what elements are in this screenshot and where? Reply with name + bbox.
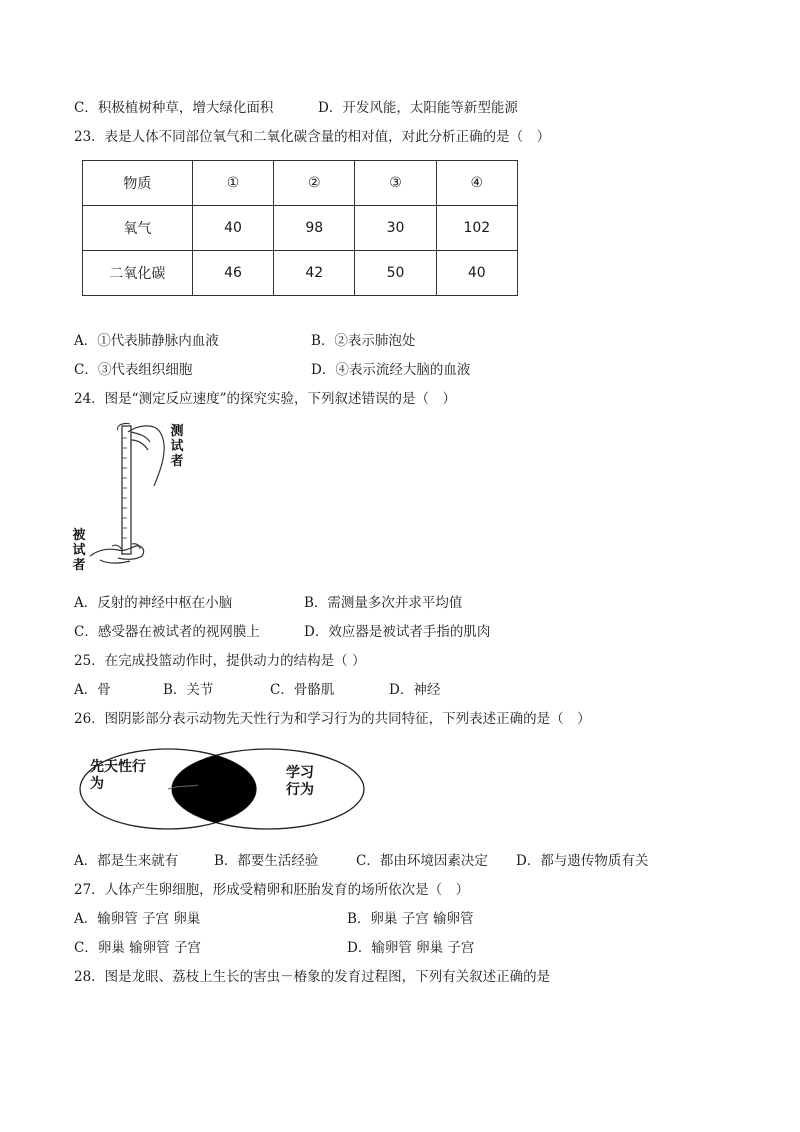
venn-label-innate bbox=[90, 759, 148, 793]
innate-label-text: 先天性行为 bbox=[90, 759, 146, 792]
q27-option-d[interactable]: D．输卵管 卵巢 子宫 bbox=[347, 940, 475, 956]
q23-option-c[interactable]: C．③代表组织细胞 bbox=[74, 362, 193, 378]
ruler-drawing bbox=[70, 418, 220, 578]
q26-option-b[interactable]: B．都要生活经验 bbox=[214, 853, 319, 869]
q24-option-c[interactable]: C．感受器在被试者的视网膜上 bbox=[74, 624, 260, 640]
q25-option-b[interactable]: B．关节 bbox=[163, 682, 214, 698]
q25-option-a[interactable]: A．骨 bbox=[74, 682, 111, 698]
q27-option-a[interactable]: A．输卵管 子宫 卵巢 bbox=[74, 911, 201, 927]
q25-option-d[interactable]: D．神经 bbox=[389, 682, 441, 698]
q24-option-b[interactable]: B．需测量多次并求平均值 bbox=[304, 595, 463, 611]
q26-option-c[interactable]: C．都由环境因素决定 bbox=[356, 853, 488, 869]
q24-option-d[interactable]: D．效应器是被试者手指的肌肉 bbox=[304, 624, 491, 640]
q28-stem: 28．图是龙眼、荔枝上生长的害虫－椿象的发育过程图，下列有关叙述正确的是 bbox=[74, 969, 551, 985]
q25-stem: 25．在完成投篮动作时，提供动力的结构是（ ） bbox=[74, 653, 366, 669]
q24-stem: 24．图是“测定反应速度”的探究实验，下列叙述错误的是（ ） bbox=[74, 391, 456, 407]
table-header-cell: ② bbox=[274, 161, 355, 206]
table-header-cell: 物质 bbox=[83, 161, 193, 206]
q22-option-c[interactable]: C．积极植树种草，增大绿化面积 bbox=[74, 100, 274, 116]
q27-stem: 27．人体产生卵细胞，形成受精卵和胚胎发育的场所依次是（ ） bbox=[74, 882, 470, 898]
table-cell: 40 bbox=[192, 206, 273, 251]
q23-option-a[interactable]: A．①代表肺静脉内血液 bbox=[74, 333, 219, 349]
table-cell: 102 bbox=[436, 206, 517, 251]
table-row bbox=[83, 206, 518, 251]
table-header-cell: ③ bbox=[355, 161, 436, 206]
table-cell: 46 bbox=[192, 251, 273, 296]
q26-option-a[interactable]: A．都是生来就有 bbox=[74, 853, 179, 869]
q23-gas-table bbox=[82, 160, 518, 296]
table-cell: 30 bbox=[355, 206, 436, 251]
q27-option-c[interactable]: C．卵巢 输卵管 子宫 bbox=[74, 940, 201, 956]
testee-label: 被试者 bbox=[72, 528, 86, 573]
tester-label: 测试者 bbox=[170, 424, 184, 469]
table-cell: 50 bbox=[355, 251, 436, 296]
q27-option-b[interactable]: B．卵巢 子宫 输卵管 bbox=[347, 911, 474, 927]
q22-option-d[interactable]: D．开发风能，太阳能等新型能源 bbox=[318, 100, 518, 116]
table-row bbox=[83, 251, 518, 296]
q23-option-b[interactable]: B．②表示肺泡处 bbox=[311, 333, 416, 349]
table-cell: 98 bbox=[274, 206, 355, 251]
q23-stem: 23．表是人体不同部位氧气和二氧化碳含量的相对值，对此分析正确的是（ ） bbox=[74, 129, 551, 145]
q26-option-d[interactable]: D．都与遗传物质有关 bbox=[516, 853, 649, 869]
table-cell: 氧气 bbox=[83, 206, 193, 251]
q23-option-d[interactable]: D．④表示流经大脑的血液 bbox=[311, 362, 471, 378]
table-header-cell: ④ bbox=[436, 161, 517, 206]
table-cell: 42 bbox=[274, 251, 355, 296]
table-cell: 40 bbox=[436, 251, 517, 296]
table-cell: 二氧化碳 bbox=[83, 251, 193, 296]
q26-stem: 26．图阴影部分表示动物先天性行为和学习行为的共同特征，下列表述正确的是（ ） bbox=[74, 711, 591, 727]
table-header-cell: ① bbox=[192, 161, 273, 206]
venn-label-learned bbox=[286, 765, 316, 799]
learned-label-text: 学习行为 bbox=[286, 765, 314, 798]
table-header-row bbox=[83, 161, 518, 206]
venn-diagram bbox=[78, 745, 378, 833]
q24-option-a[interactable]: A．反射的神经中枢在小脑 bbox=[74, 595, 233, 611]
q25-option-c[interactable]: C．骨骼肌 bbox=[270, 682, 335, 698]
reaction-test-figure bbox=[70, 418, 220, 578]
